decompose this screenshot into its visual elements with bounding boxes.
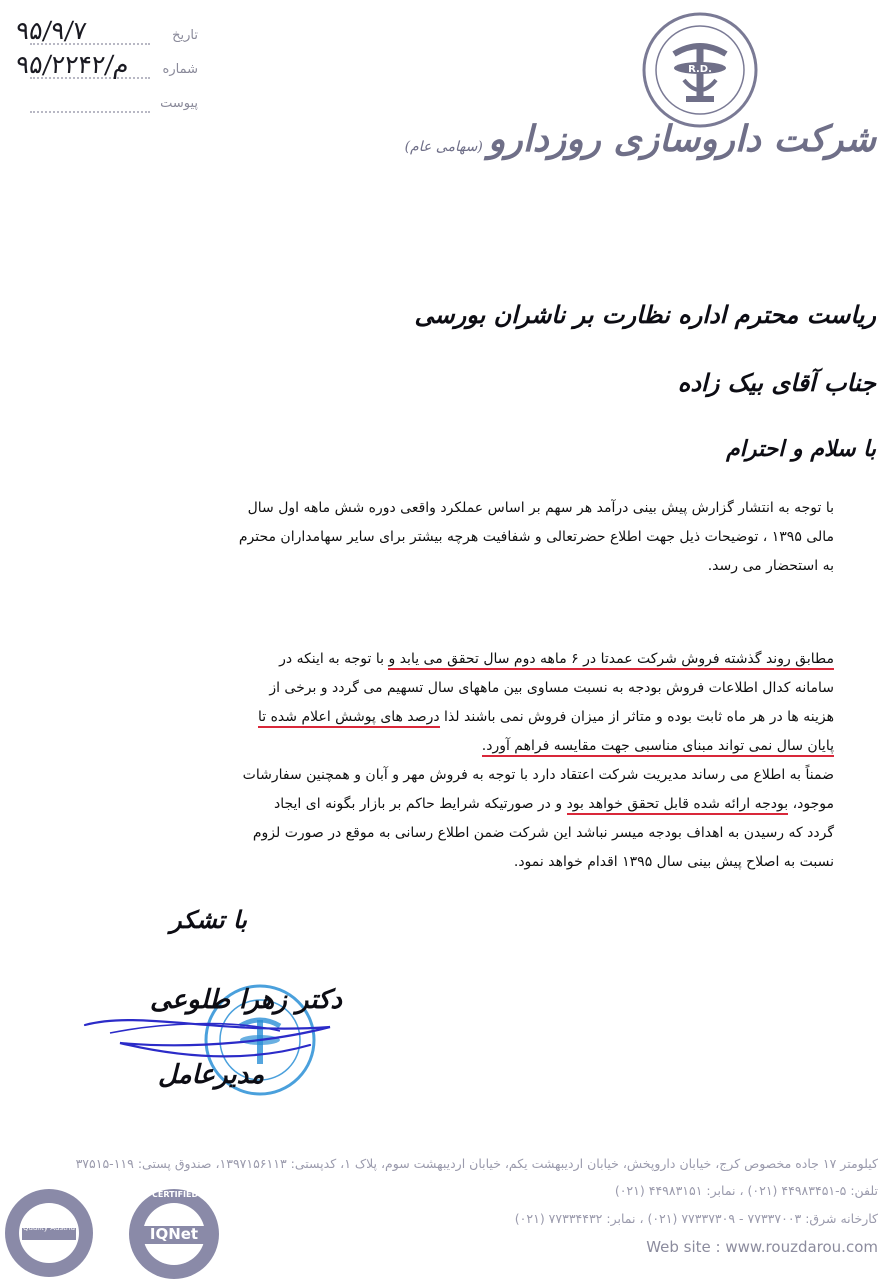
paragraph-line: سامانه کدال اطلاعات فروش بودجه به نسبت مساوی بین ماههای سال تسهیم می گردد و برخی از [269,680,834,696]
iqnet-badge [126,1186,222,1280]
highlighted-text: پایان سال نمی تواند مبنای مناسبی جهت مقایسه فراهم آورد. [482,738,834,757]
date-label: تاریخ [172,28,198,43]
attachment-label: پیوست [160,96,198,111]
paragraph-line: گردد که رسیدن به اهداف بودجه میسر نباشد این شرکت ضمن اطلاع رسانی به موقع در صورت لزوم [252,825,834,841]
addressee-name: جناب آقای بیک زاده [677,368,876,397]
paragraph-sales-trend: مطابق روند گذشته فروش شرکت عمدتا در ۶ ماهه دوم سال تحقق می یابد و با توجه به اینکه در سامانه کدال اطلاعات فروش بودجه به نسبت مساوی بین ماههای سال تسهیم می گردد و برخی از هزینه ها در هر ماه ثابت بوده و متاثر از میزان فروش نمی باشند لذا درصد های پوشش اعلام شده تا پایان سال نمی تواند مبنای مناسبی جهت مقایسه فراهم آورد. [30,645,834,761]
footer-phone: تلفن: ۵-۴۴۹۸۳۴۵۱ (۰۲۱) ، نمابر: ۴۴۹۸۳۱۵۱ (۰۲۱) [614,1183,878,1198]
date-value: ۹۵/۹/۷ [14,16,89,45]
cert1-text: Quality Austria [23,1224,75,1232]
cert2-brand: IQNet [149,1225,199,1243]
company-letterhead [396,118,876,160]
paragraph-line: مالی ۱۳۹۵ ، توضیحات ذیل جهت اطلاع حضرتعالی و شفافیت هرچه بیشتر برای سایر سهامداران محترم [238,529,834,545]
paragraph-line: ضمناً به اطلاع می رساند مدیریت شرکت اعتقاد دارد با توجه به فروش مهر و آبان و همچنین سفارشات [242,767,834,783]
company-type: (سهامی عام) [404,139,483,155]
signer-title: مدیرعامل [158,1060,265,1090]
paragraph-line: نسبت به اصلاح پیش بینی سال ۱۳۹۵ اقدام خواهد نمود. [513,854,834,870]
company-name: شرکت داروسازی روزدارو [487,118,876,160]
number-field [10,50,210,84]
addressee-title: ریاست محترم اداره نظارت بر ناشران بورسی [414,300,876,329]
company-logo [640,10,760,130]
paragraph-line: به استحضار می رسد. [707,558,834,574]
paragraph-intro [30,494,834,581]
quality-austria-badge [2,1186,96,1280]
signer-name: دکتر زهرا طلوعی [150,985,343,1015]
highlighted-text: بودجه ارائه شده قابل تحقق خواهد بود [567,796,789,815]
footer-address: کیلومتر ۱۷ جاده مخصوص کرج، خیابان داروپخش، خیابان اردیبهشت یکم، خیابان اردیبهشت سوم، پلاک ۱، کدپستی: ۱۳۹۷۱۵۶۱۱۳، صندوق پستی: ۱۱۹-۳۷۵۱۵ [75,1156,878,1171]
closing-thanks: با تشکر [170,905,247,934]
logo-letters: R.D. [688,64,712,75]
paragraph-budget: ضمناً به اطلاع می رساند مدیریت شرکت اعتقاد دارد با توجه به فروش مهر و آبان و همچنین سفارشات موجود، بودجه ارائه شده قابل تحقق خواهد بود و در صورتیکه شرایط حاکم بر بازار بگونه ای ایجاد گردد که رسیدن به اهداف بودجه میسر نباشد این شرکت ضمن اطلاع رسانی به موقع در صورت لزوم نسبت به اصلاح پیش بینی سال ۱۳۹۵ اقدام خواهد نمود. [30,761,834,877]
paragraph-line: با توجه به انتشار گزارش پیش بینی درآمد هر سهم بر اساس عملکرد واقعی دوره شش ماهه اول سال [247,500,834,516]
date-field [10,16,210,50]
footer-website[interactable]: Web site : www.rouzdarou.com [646,1238,878,1256]
highlighted-text: درصد های پوشش اعلام شده تا [258,709,440,728]
greeting: با سلام و احترام [726,436,876,462]
number-label: شماره [162,62,198,77]
attachment-field [10,92,210,118]
cert2-top: CERTIFIED [152,1190,199,1199]
number-value: م/۹۵/۲۲۴۲ [14,50,131,79]
highlighted-text: مطابق روند گذشته فروش شرکت عمدتا در ۶ ماهه دوم سال تحقق می یابد و [388,651,834,670]
footer-factory: کارخانه شرق: ۷۷۳۳۷۰۰۳ - ۷۷۳۳۷۳۰۹ (۰۲۱) ، نمابر: ۷۷۳۳۴۴۳۲ (۰۲۱) [514,1211,878,1226]
